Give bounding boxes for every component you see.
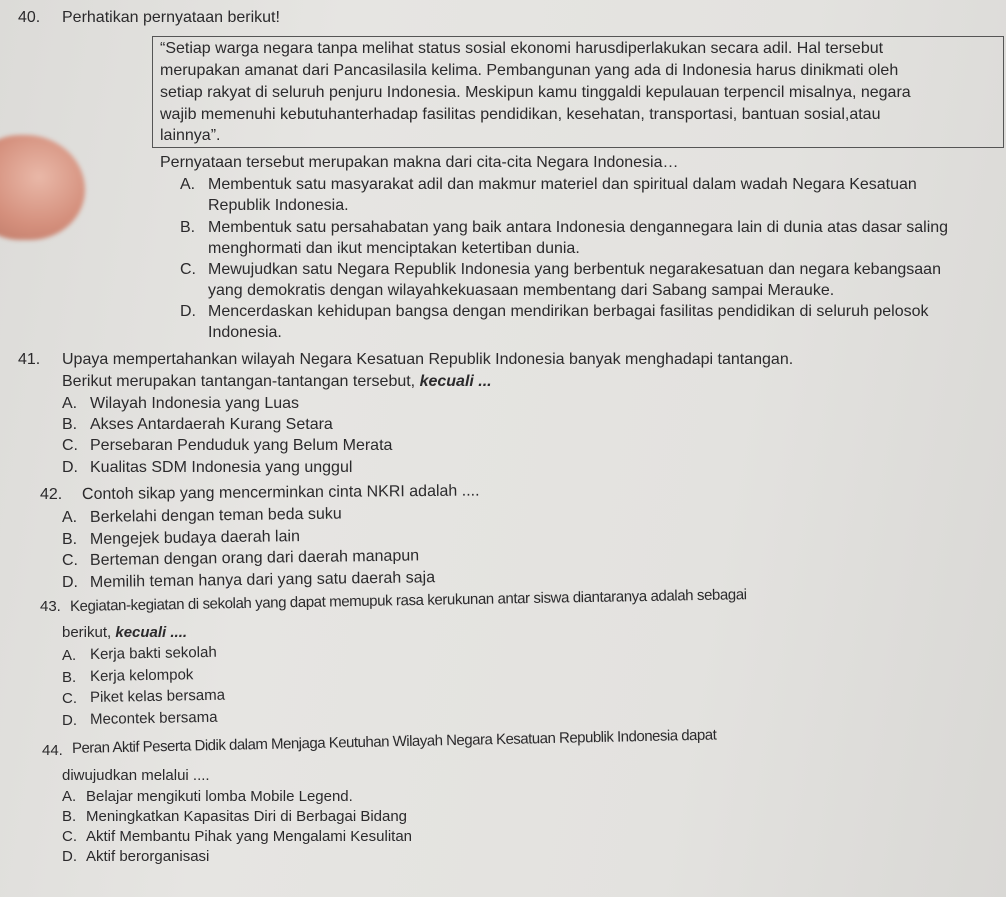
- question-text-part: berikut,: [62, 624, 116, 641]
- option-letter[interactable]: A.: [180, 176, 196, 193]
- option-letter[interactable]: A.: [62, 509, 78, 526]
- question-number: 40.: [18, 9, 41, 26]
- question-text: Contoh sikap yang mencerminkan cinta NKRI adalah ....: [81, 482, 480, 503]
- option-letter[interactable]: D.: [62, 712, 77, 729]
- option-text[interactable]: Kerja kelompok: [89, 666, 194, 685]
- option-letter[interactable]: C.: [180, 261, 196, 278]
- option-text[interactable]: yang demokratis dengan wilayahkekuasaan membentang dari Sabang sampai Merauke.: [208, 282, 835, 299]
- question-number: 41.: [18, 351, 41, 368]
- option-text[interactable]: Aktif berorganisasi: [86, 848, 210, 865]
- question-number: 42.: [40, 486, 63, 503]
- option-text[interactable]: Wilayah Indonesia yang Luas: [90, 395, 300, 412]
- option-text[interactable]: Indonesia.: [208, 324, 282, 341]
- option-letter[interactable]: B.: [62, 808, 77, 825]
- option-text[interactable]: Persebaran Penduduk yang Belum Merata: [90, 437, 393, 454]
- option-letter[interactable]: B.: [62, 416, 78, 433]
- option-text[interactable]: Meningkatkan Kapasitas Diri di Berbagai Bidang: [86, 808, 408, 825]
- option-letter[interactable]: A.: [62, 647, 77, 664]
- option-text[interactable]: Berteman dengan orang dari daerah manapun: [89, 547, 420, 569]
- option-text[interactable]: Belajar mengikuti lomba Mobile Legend.: [86, 788, 353, 805]
- option-text[interactable]: Aktif Membantu Pihak yang Mengalami Kesulitan: [86, 828, 413, 845]
- quote-line: setiap rakyat di seluruh penjuru Indonesia. Meskipun kamu tinggaldi kepulauan terpencil misalnya, negara: [160, 84, 911, 101]
- question-number: 43.: [40, 598, 61, 615]
- option-letter[interactable]: D.: [62, 848, 77, 865]
- option-text[interactable]: Berkelahi dengan teman beda suku: [89, 505, 342, 526]
- option-letter[interactable]: A.: [62, 788, 77, 805]
- option-letter[interactable]: C.: [62, 437, 78, 454]
- option-letter[interactable]: D.: [180, 303, 196, 320]
- option-letter[interactable]: A.: [62, 395, 78, 412]
- quote-line: “Setiap warga negara tanpa melihat status sosial ekonomi harusdiperlakukan secara adil. Hal tersebut: [160, 40, 884, 57]
- option-letter[interactable]: C.: [62, 552, 78, 569]
- quote-line: lainnya”.: [160, 127, 221, 144]
- option-text[interactable]: Mengejek budaya daerah lain: [89, 528, 301, 548]
- quote-line: merupakan amanat dari Pancasilasila kelima. Pembangunan yang ada di Indonesia harus dinikmati oleh: [160, 62, 899, 79]
- option-text[interactable]: Mewujudkan satu Negara Republik Indonesia yang berbentuk negarakesatuan dan negara kebangsaan: [208, 261, 941, 278]
- option-letter[interactable]: D.: [62, 459, 78, 476]
- option-letter[interactable]: B.: [62, 669, 77, 686]
- quote-line: wajib memenuhi kebutuhanterhadap fasilitas pendidikan, kesehatan, transportasi, bantuan sosial,atau: [160, 106, 881, 123]
- option-text[interactable]: menghormati dan ikut menciptakan ketertiban dunia.: [208, 240, 580, 257]
- option-letter[interactable]: B.: [180, 219, 196, 236]
- question-text: [62, 624, 187, 642]
- kecuali-emphasis: kecuali ...: [419, 373, 492, 390]
- question-text: Peran Aktif Peserta Didik dalam Menjaga Keutuhan Wilayah Negara Kesatuan Republik Indonesia dapat: [71, 726, 717, 757]
- question-text-part: Berikut merupakan tantangan-tantangan tersebut,: [62, 373, 420, 390]
- question-prompt: Perhatikan pernyataan berikut!: [62, 9, 280, 26]
- option-text[interactable]: Akses Antardaerah Kurang Setara: [90, 416, 333, 433]
- finger-photo-artifact: [0, 135, 85, 240]
- option-text[interactable]: Mencerdaskan kehidupan bangsa dengan mendirikan berbagai fasilitas pendidikan di seluruh pelosok: [208, 303, 929, 320]
- option-text[interactable]: Republik Indonesia.: [208, 197, 349, 214]
- option-text[interactable]: Kualitas SDM Indonesia yang unggul: [90, 459, 353, 476]
- question-text: Kegiatan-kegiatan di sekolah yang dapat memupuk rasa kerukunan antar siswa diantaranya adalah sebagai: [69, 586, 747, 615]
- question-text: diwujudkan melalui ....: [62, 767, 210, 784]
- question-text: Upaya mempertahankan wilayah Negara Kesatuan Republik Indonesia banyak menghadapi tantangan.: [62, 351, 794, 368]
- option-text[interactable]: Membentuk satu masyarakat adil dan makmur materiel dan spiritual dalam wadah Negara Kesatuan: [208, 176, 917, 193]
- question-stem: Pernyataan tersebut merupakan makna dari cita-cita Negara Indonesia…: [160, 154, 679, 171]
- option-text[interactable]: Memilih teman hanya dari yang satu daerah saja: [89, 569, 436, 591]
- option-text[interactable]: Membentuk satu persahabatan yang baik antara Indonesia dengannegara lain di dunia atas dasar saling: [208, 219, 949, 236]
- option-letter[interactable]: B.: [62, 531, 78, 548]
- question-number: 44.: [42, 742, 63, 759]
- question-text: [62, 372, 492, 392]
- option-letter[interactable]: D.: [62, 574, 78, 591]
- option-letter[interactable]: C.: [62, 828, 77, 845]
- option-text[interactable]: Mecontek bersama: [89, 708, 218, 728]
- option-text[interactable]: Piket kelas bersama: [89, 686, 226, 706]
- kecuali-emphasis: kecuali ....: [115, 624, 188, 641]
- option-text[interactable]: Kerja bakti sekolah: [89, 643, 217, 663]
- option-letter[interactable]: C.: [62, 690, 77, 707]
